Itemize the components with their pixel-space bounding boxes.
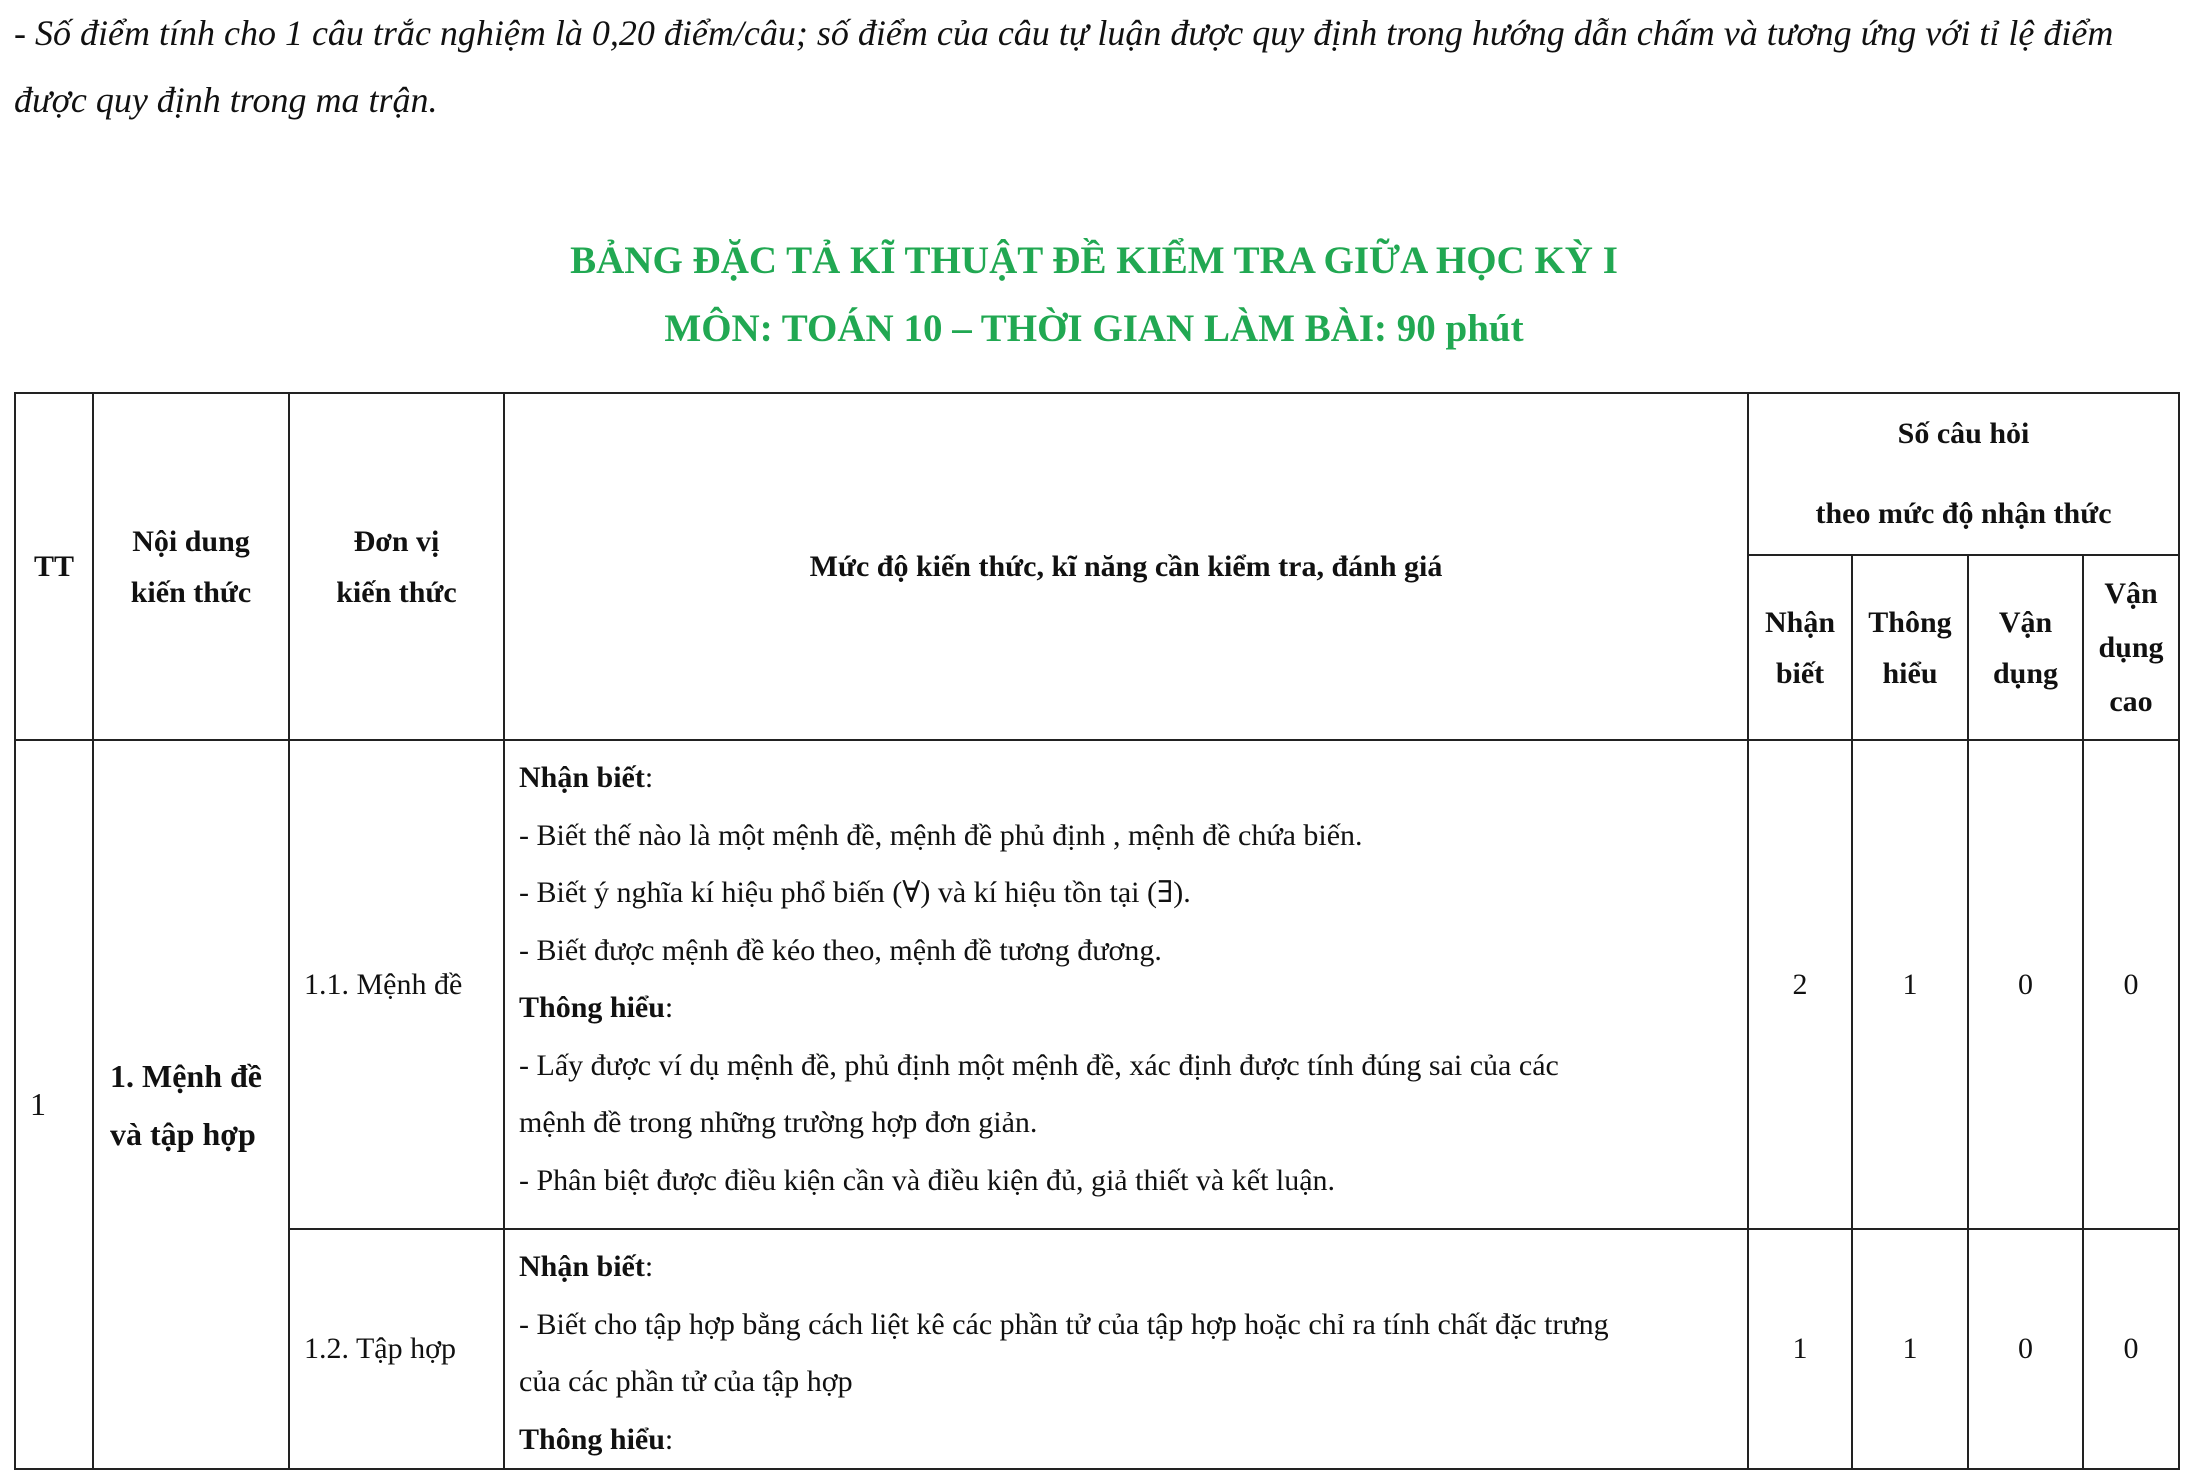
table-row	[15, 740, 2179, 1229]
unit-description	[504, 740, 1748, 1229]
desc-line: - Biết được mệnh đề kéo theo, mệnh đề tương đương.	[519, 933, 1162, 967]
count-apply-high: 0	[2083, 740, 2179, 1229]
level-label: Thông hiểu	[519, 991, 665, 1024]
subject-time-subtitle: MÔN: TOÁN 10 – THỜI GIAN LÀM BÀI: 90 phút	[664, 307, 1524, 350]
table-row	[15, 1229, 2179, 1469]
header-unit	[289, 393, 504, 740]
header-apply-high-line3: cao	[2109, 684, 2153, 718]
count-understand: 1	[1852, 740, 1968, 1229]
header-apply-line2: dụng	[1992, 656, 2059, 690]
desc-line	[519, 1238, 1733, 1296]
header-content-line1: Nội dung	[132, 524, 250, 558]
header-recognize	[1748, 555, 1852, 740]
count-apply-high: 0	[2083, 1229, 2179, 1469]
desc-line: - Phân biệt được điều kiện cần và điều kiện đủ, giả thiết và kết luận.	[519, 1163, 1336, 1197]
desc-line: - Biết cho tập hợp bằng cách liệt kê các phần tử của tập hợp hoặc chỉ ra tính chất đặc trưng	[519, 1307, 1609, 1341]
level-colon: :	[664, 1422, 674, 1456]
desc-line: - Biết thế nào là một mệnh đề, mệnh đề phủ định , mệnh đề chứa biến.	[519, 818, 1363, 852]
desc-line: - Biết ý nghĩa kí hiệu phổ biến (∀) và kí hiệu tồn tại (∃).	[519, 876, 1191, 909]
header-content-line2: kiến thức	[130, 575, 252, 609]
header-questions-line1: Số câu hỏi	[1897, 417, 2030, 450]
level-label: Nhận biết	[519, 1250, 645, 1283]
header-unit-line2: kiến thức	[336, 575, 457, 609]
header-understand	[1852, 555, 1968, 740]
level-colon: :	[664, 991, 674, 1024]
desc-line: mệnh đề trong những trường hợp đơn giản.	[519, 1106, 1038, 1139]
header-questions-line2: theo mức độ nhận thức	[1815, 497, 2112, 530]
spec-table-title: BẢNG ĐẶC TẢ KĨ THUẬT ĐỀ KIỂM TRA GIỮA HỌC KỲ I	[570, 239, 1618, 282]
header-apply-line1: Vận	[1998, 605, 2053, 639]
level-colon: :	[644, 1250, 654, 1283]
row-topic-line2: và tập hợp	[110, 1115, 256, 1152]
level-label: Thông hiểu	[519, 1422, 665, 1456]
unit-description	[504, 1229, 1748, 1469]
desc-line	[519, 749, 1733, 807]
header-tt: TT	[15, 393, 93, 740]
desc-line	[519, 1411, 1733, 1469]
row-topic-line1: 1. Mệnh đề	[110, 1057, 262, 1094]
count-recognize: 1	[1748, 1229, 1852, 1469]
unit-name: 1.1. Mệnh đề	[289, 740, 504, 1229]
count-recognize: 2	[1748, 740, 1852, 1229]
header-apply	[1968, 555, 2083, 740]
header-recognize-line1: Nhận	[1764, 605, 1836, 639]
count-apply: 0	[1968, 740, 2083, 1229]
header-questions	[1748, 393, 2179, 555]
header-content	[93, 393, 289, 740]
count-understand: 1	[1852, 1229, 1968, 1469]
header-apply-high-line2: dụng	[2098, 630, 2164, 664]
header-apply-high-line1: Vận	[2104, 576, 2158, 610]
header-recognize-line2: biết	[1775, 656, 1825, 690]
count-apply: 0	[1968, 1229, 2083, 1469]
desc-line: - Lấy được ví dụ mệnh đề, phủ định một mệnh đề, xác định được tính đúng sai của các	[519, 1048, 1559, 1082]
header-understand-line1: Thông	[1868, 605, 1952, 639]
level-colon: :	[644, 761, 654, 794]
row-topic	[93, 740, 289, 1469]
header-unit-line1: Đơn vị	[353, 524, 440, 558]
header-level: Mức độ kiến thức, kĩ năng cần kiểm tra, đánh giá	[504, 393, 1748, 740]
header-apply-high	[2083, 555, 2179, 740]
unit-name: 1.2. Tập hợp	[289, 1229, 504, 1469]
row-tt: 1	[15, 740, 93, 1469]
level-label: Nhận biết	[519, 761, 645, 794]
scoring-note: - Số điểm tính cho 1 câu trắc nghiệm là 0,20 điểm/câu; số điểm của câu tự luận được quy định trong hướng dẫn chấm và tương ứng với tỉ lệ điểm được quy định trong ma trận.	[14, 13, 2114, 120]
specification-table	[14, 392, 2180, 1470]
desc-line: của các phần tử của tập hợp	[519, 1365, 853, 1398]
header-understand-line2: hiểu	[1882, 656, 1938, 690]
desc-line	[519, 979, 1733, 1037]
